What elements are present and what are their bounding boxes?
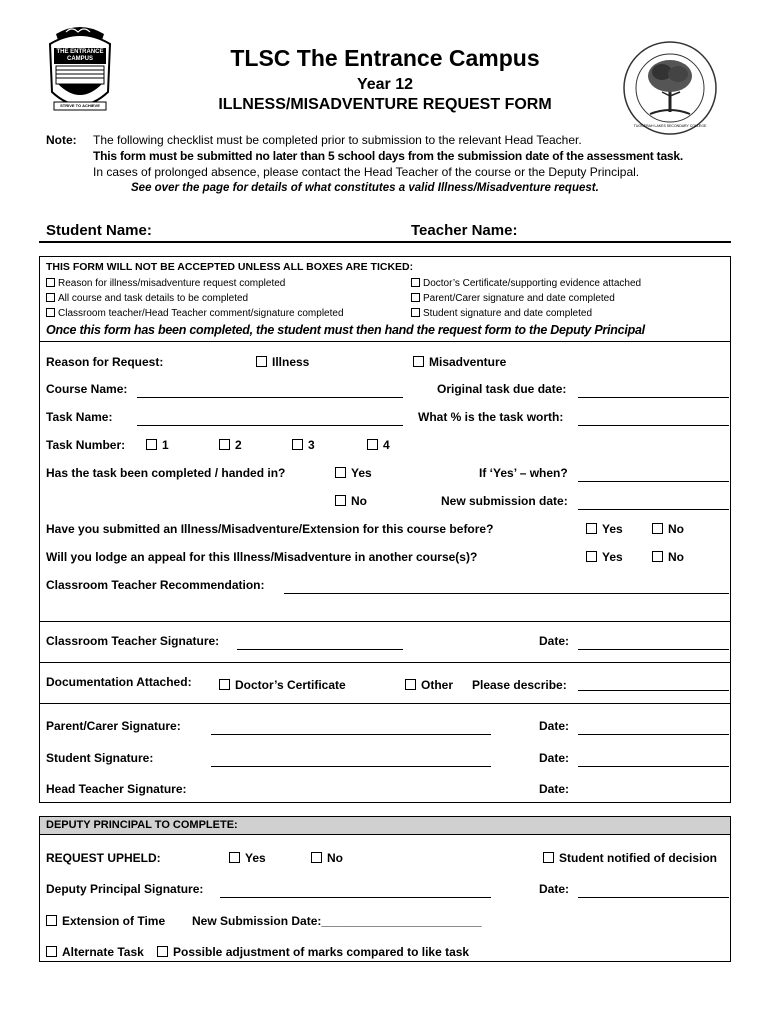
reason-label: Reason for Request: (46, 355, 164, 369)
checkbox[interactable] (311, 852, 322, 863)
checkbox[interactable] (292, 439, 303, 450)
extension-option[interactable]: Extension of Time (46, 914, 165, 928)
date-label: Date: (539, 751, 570, 765)
illness-checkbox[interactable] (256, 356, 267, 367)
checkbox[interactable] (405, 679, 416, 690)
task-number-label: Task Number: (46, 438, 126, 452)
date-label: Date: (539, 782, 570, 796)
student-name-label: Student Name: (46, 222, 152, 239)
date-field[interactable] (578, 897, 729, 898)
checklist-item[interactable]: Classroom teacher/Head Teacher comment/signature completed (46, 308, 344, 319)
divider (39, 703, 731, 704)
checklist-item[interactable]: Parent/Carer signature and date completed (411, 293, 615, 304)
form-title: ILLNESS/MISADVENTURE REQUEST FORM (218, 96, 552, 113)
note-line-4: See over the page for details of what constitutes a valid Illness/Misadventure request. (131, 182, 599, 194)
date-label: Date: (539, 719, 570, 733)
page-title: TLSC The Entrance Campus (230, 45, 540, 71)
classroom-teacher-sig-field[interactable] (237, 649, 403, 650)
worth-field[interactable] (578, 425, 729, 426)
submitted-before-question: Have you submitted an Illness/Misadventure/Extension for this course before? (46, 522, 494, 536)
checkbox[interactable] (586, 551, 597, 562)
checkbox[interactable] (411, 293, 420, 302)
date-label: Date: (539, 882, 570, 896)
checklist-item[interactable]: Doctor’s Certificate/supporting evidence attached (411, 278, 641, 289)
checkbox[interactable] (411, 278, 420, 287)
date-field[interactable] (578, 734, 729, 735)
checkbox[interactable] (46, 278, 55, 287)
new-submission-date: New Submission Date:________________________ (192, 914, 482, 928)
documentation-label: Documentation Attached: (46, 675, 192, 689)
upheld-yes[interactable]: Yes (229, 851, 266, 865)
date-label: Date: (539, 634, 570, 648)
parent-sig-label: Parent/Carer Signature: (46, 719, 181, 733)
checkbox[interactable] (367, 439, 378, 450)
divider (39, 662, 731, 663)
task-name-field[interactable] (137, 425, 403, 426)
student-sig-label: Student Signature: (46, 751, 154, 765)
appeal-question: Will you lodge an appeal for this Illness/Misadventure in another course(s)? (46, 550, 478, 564)
checkbox[interactable] (543, 852, 554, 863)
submitted-before-yes[interactable]: Yes (586, 522, 623, 536)
new-submission-field[interactable] (578, 509, 729, 510)
checklist-item[interactable]: Student signature and date completed (411, 308, 592, 319)
date-field[interactable] (578, 766, 729, 767)
note-line-1: The following checklist must be completed prior to submission to the relevant Head Teacher. (93, 133, 582, 147)
checkbox[interactable] (46, 946, 57, 957)
illness-option[interactable]: Illness (256, 355, 309, 369)
dp-sig-label: Deputy Principal Signature: (46, 882, 204, 896)
year-label: Year 12 (356, 76, 414, 93)
checklist-heading: THIS FORM WILL NOT BE ACCEPTED UNLESS ALL BOXES ARE TICKED: (46, 261, 414, 273)
logo-text: THE ENTRANCE (56, 49, 104, 55)
student-notified-option[interactable]: Student notified of decision (543, 851, 717, 865)
checkbox[interactable] (652, 523, 663, 534)
task-number-3[interactable]: 3 (292, 438, 315, 452)
alternate-task-option[interactable]: Alternate Task (46, 945, 144, 959)
task-name-label: Task Name: (46, 410, 113, 424)
original-due-field[interactable] (578, 397, 729, 398)
checkbox[interactable] (46, 915, 57, 926)
course-name-label: Course Name: (46, 382, 128, 396)
note-line-2: This form must be submitted no later than 5 school days from the submission date of the assessment task. (93, 149, 683, 163)
logo-motto: STRIVE TO ACHIEVE (60, 103, 100, 108)
note-line-3: In cases of prolonged absence, please contact the Head Teacher of the course or the Deputy Principal. (93, 165, 640, 179)
task-number-2[interactable]: 2 (219, 438, 242, 452)
request-upheld-label: REQUEST UPHELD: (46, 851, 161, 865)
parent-sig-field[interactable] (211, 734, 491, 735)
completed-question: Has the task been completed / handed in? (46, 466, 286, 480)
upheld-no[interactable]: No (311, 851, 343, 865)
date-field[interactable] (578, 649, 729, 650)
checkbox[interactable] (219, 679, 230, 690)
adjustment-option[interactable]: Possible adjustment of marks compared to like task (157, 945, 469, 959)
checkbox[interactable] (146, 439, 157, 450)
checkbox[interactable] (586, 523, 597, 534)
checkbox[interactable] (335, 495, 346, 506)
new-submission-label: New submission date: (441, 494, 568, 508)
recommendation-field[interactable] (284, 593, 729, 594)
original-due-label: Original task due date: (437, 382, 567, 396)
doctors-certificate-option[interactable]: Doctor’s Certificate (219, 678, 346, 692)
worth-label: What % is the task worth: (418, 410, 564, 424)
checkbox[interactable] (411, 308, 420, 317)
please-describe-field[interactable] (578, 690, 729, 691)
checkbox[interactable] (335, 467, 346, 478)
checklist-instruction: Once this form has been completed, the student must then hand the request form to the Deputy Principal (46, 323, 645, 337)
submitted-before-no[interactable]: No (652, 522, 684, 536)
checklist-item[interactable]: All course and task details to be completed (46, 293, 248, 304)
checklist-item[interactable]: Reason for illness/misadventure request completed (46, 278, 285, 289)
name-underline[interactable] (39, 241, 731, 243)
task-number-1[interactable]: 1 (146, 438, 169, 452)
appeal-no[interactable]: No (652, 550, 684, 564)
head-teacher-sig-label: Head Teacher Signature: (46, 782, 187, 796)
course-name-field[interactable] (137, 397, 403, 398)
note-label: Note: (46, 133, 77, 147)
task-number-4[interactable]: 4 (367, 438, 390, 452)
other-option[interactable]: Other (405, 678, 453, 692)
misadventure-checkbox[interactable] (413, 356, 424, 367)
checkbox[interactable] (46, 293, 55, 302)
checkbox[interactable] (157, 946, 168, 957)
misadventure-option[interactable]: Misadventure (413, 355, 506, 369)
divider (39, 621, 731, 622)
appeal-yes[interactable]: Yes (586, 550, 623, 564)
please-describe-label: Please describe: (472, 678, 567, 692)
student-sig-field[interactable] (211, 766, 491, 767)
if-yes-label: If ‘Yes’ – when? (479, 466, 568, 480)
checkbox[interactable] (652, 551, 663, 562)
checkbox[interactable] (46, 308, 55, 317)
if-yes-field[interactable] (578, 481, 729, 482)
checkbox[interactable] (219, 439, 230, 450)
teacher-name-label: Teacher Name: (411, 222, 518, 239)
deputy-heading: DEPUTY PRINCIPAL TO COMPLETE: (46, 819, 238, 831)
completed-yes[interactable]: Yes (335, 466, 372, 480)
classroom-teacher-sig-label: Classroom Teacher Signature: (46, 634, 220, 648)
recommendation-label: Classroom Teacher Recommendation: (46, 578, 265, 592)
logo-text: CAMPUS (66, 56, 93, 62)
checkbox[interactable] (229, 852, 240, 863)
dp-sig-field[interactable] (220, 897, 491, 898)
completed-no[interactable]: No (335, 494, 367, 508)
seal-text: TUGGERAH LAKES SECONDARY COLLEGE (633, 124, 707, 128)
